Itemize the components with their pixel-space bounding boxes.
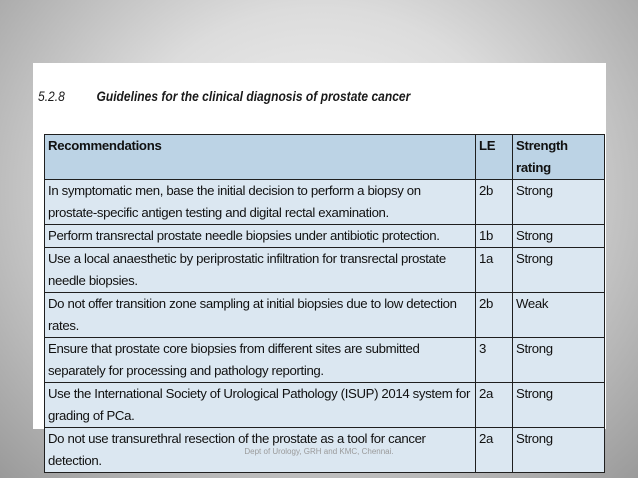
strength-cell: Strong	[513, 383, 605, 428]
le-cell: 1b	[476, 225, 513, 248]
table-row	[45, 225, 605, 248]
header-recommendations: Recommendations	[45, 135, 476, 180]
section-number: 5.2.8	[38, 88, 65, 104]
strength-cell: Weak	[513, 293, 605, 338]
table-row	[45, 248, 605, 293]
section-title: Guidelines for the clinical diagnosis of prostate cancer	[96, 88, 411, 104]
strength-cell: Strong	[513, 428, 605, 473]
recommendation-cell: Perform transrectal prostate needle biopsies under antibiotic protection.	[45, 225, 476, 248]
le-cell: 3	[476, 338, 513, 383]
recommendation-cell: Use the International Society of Urological Pathology (ISUP) 2014 system for grading of PCa.	[45, 383, 476, 428]
table-row	[45, 293, 605, 338]
recommendation-cell: Do not offer transition zone sampling at initial biopsies due to low detection rates.	[45, 293, 476, 338]
table-row	[45, 180, 605, 225]
section-heading	[38, 88, 410, 104]
header-le: LE	[476, 135, 513, 180]
slide-footer: Dept of Urology, GRH and KMC, Chennai.	[244, 447, 394, 456]
recommendation-cell: In symptomatic men, base the initial decision to perform a biopsy on prostate-specific antigen testing and digital rectal examination.	[45, 180, 476, 225]
guidelines-table	[44, 134, 605, 473]
strength-cell: Strong	[513, 248, 605, 293]
recommendation-cell: Ensure that prostate core biopsies from different sites are submitted separately for processing and pathology reporting.	[45, 338, 476, 383]
le-cell: 1a	[476, 248, 513, 293]
header-strength-rating: Strength rating	[513, 135, 605, 180]
recommendation-cell: Use a local anaesthetic by periprostatic infiltration for transrectal prostate needle biopsies.	[45, 248, 476, 293]
table-row	[45, 338, 605, 383]
table-row	[45, 383, 605, 428]
le-cell: 2a	[476, 383, 513, 428]
table-header-row	[45, 135, 605, 180]
recommendation-cell: Do not use transurethral resection of the prostate as a tool for cancer detection.	[45, 428, 476, 473]
strength-cell: Strong	[513, 180, 605, 225]
strength-cell: Strong	[513, 338, 605, 383]
le-cell: 2b	[476, 293, 513, 338]
strength-cell: Strong	[513, 225, 605, 248]
le-cell: 2b	[476, 180, 513, 225]
le-cell: 2a	[476, 428, 513, 473]
